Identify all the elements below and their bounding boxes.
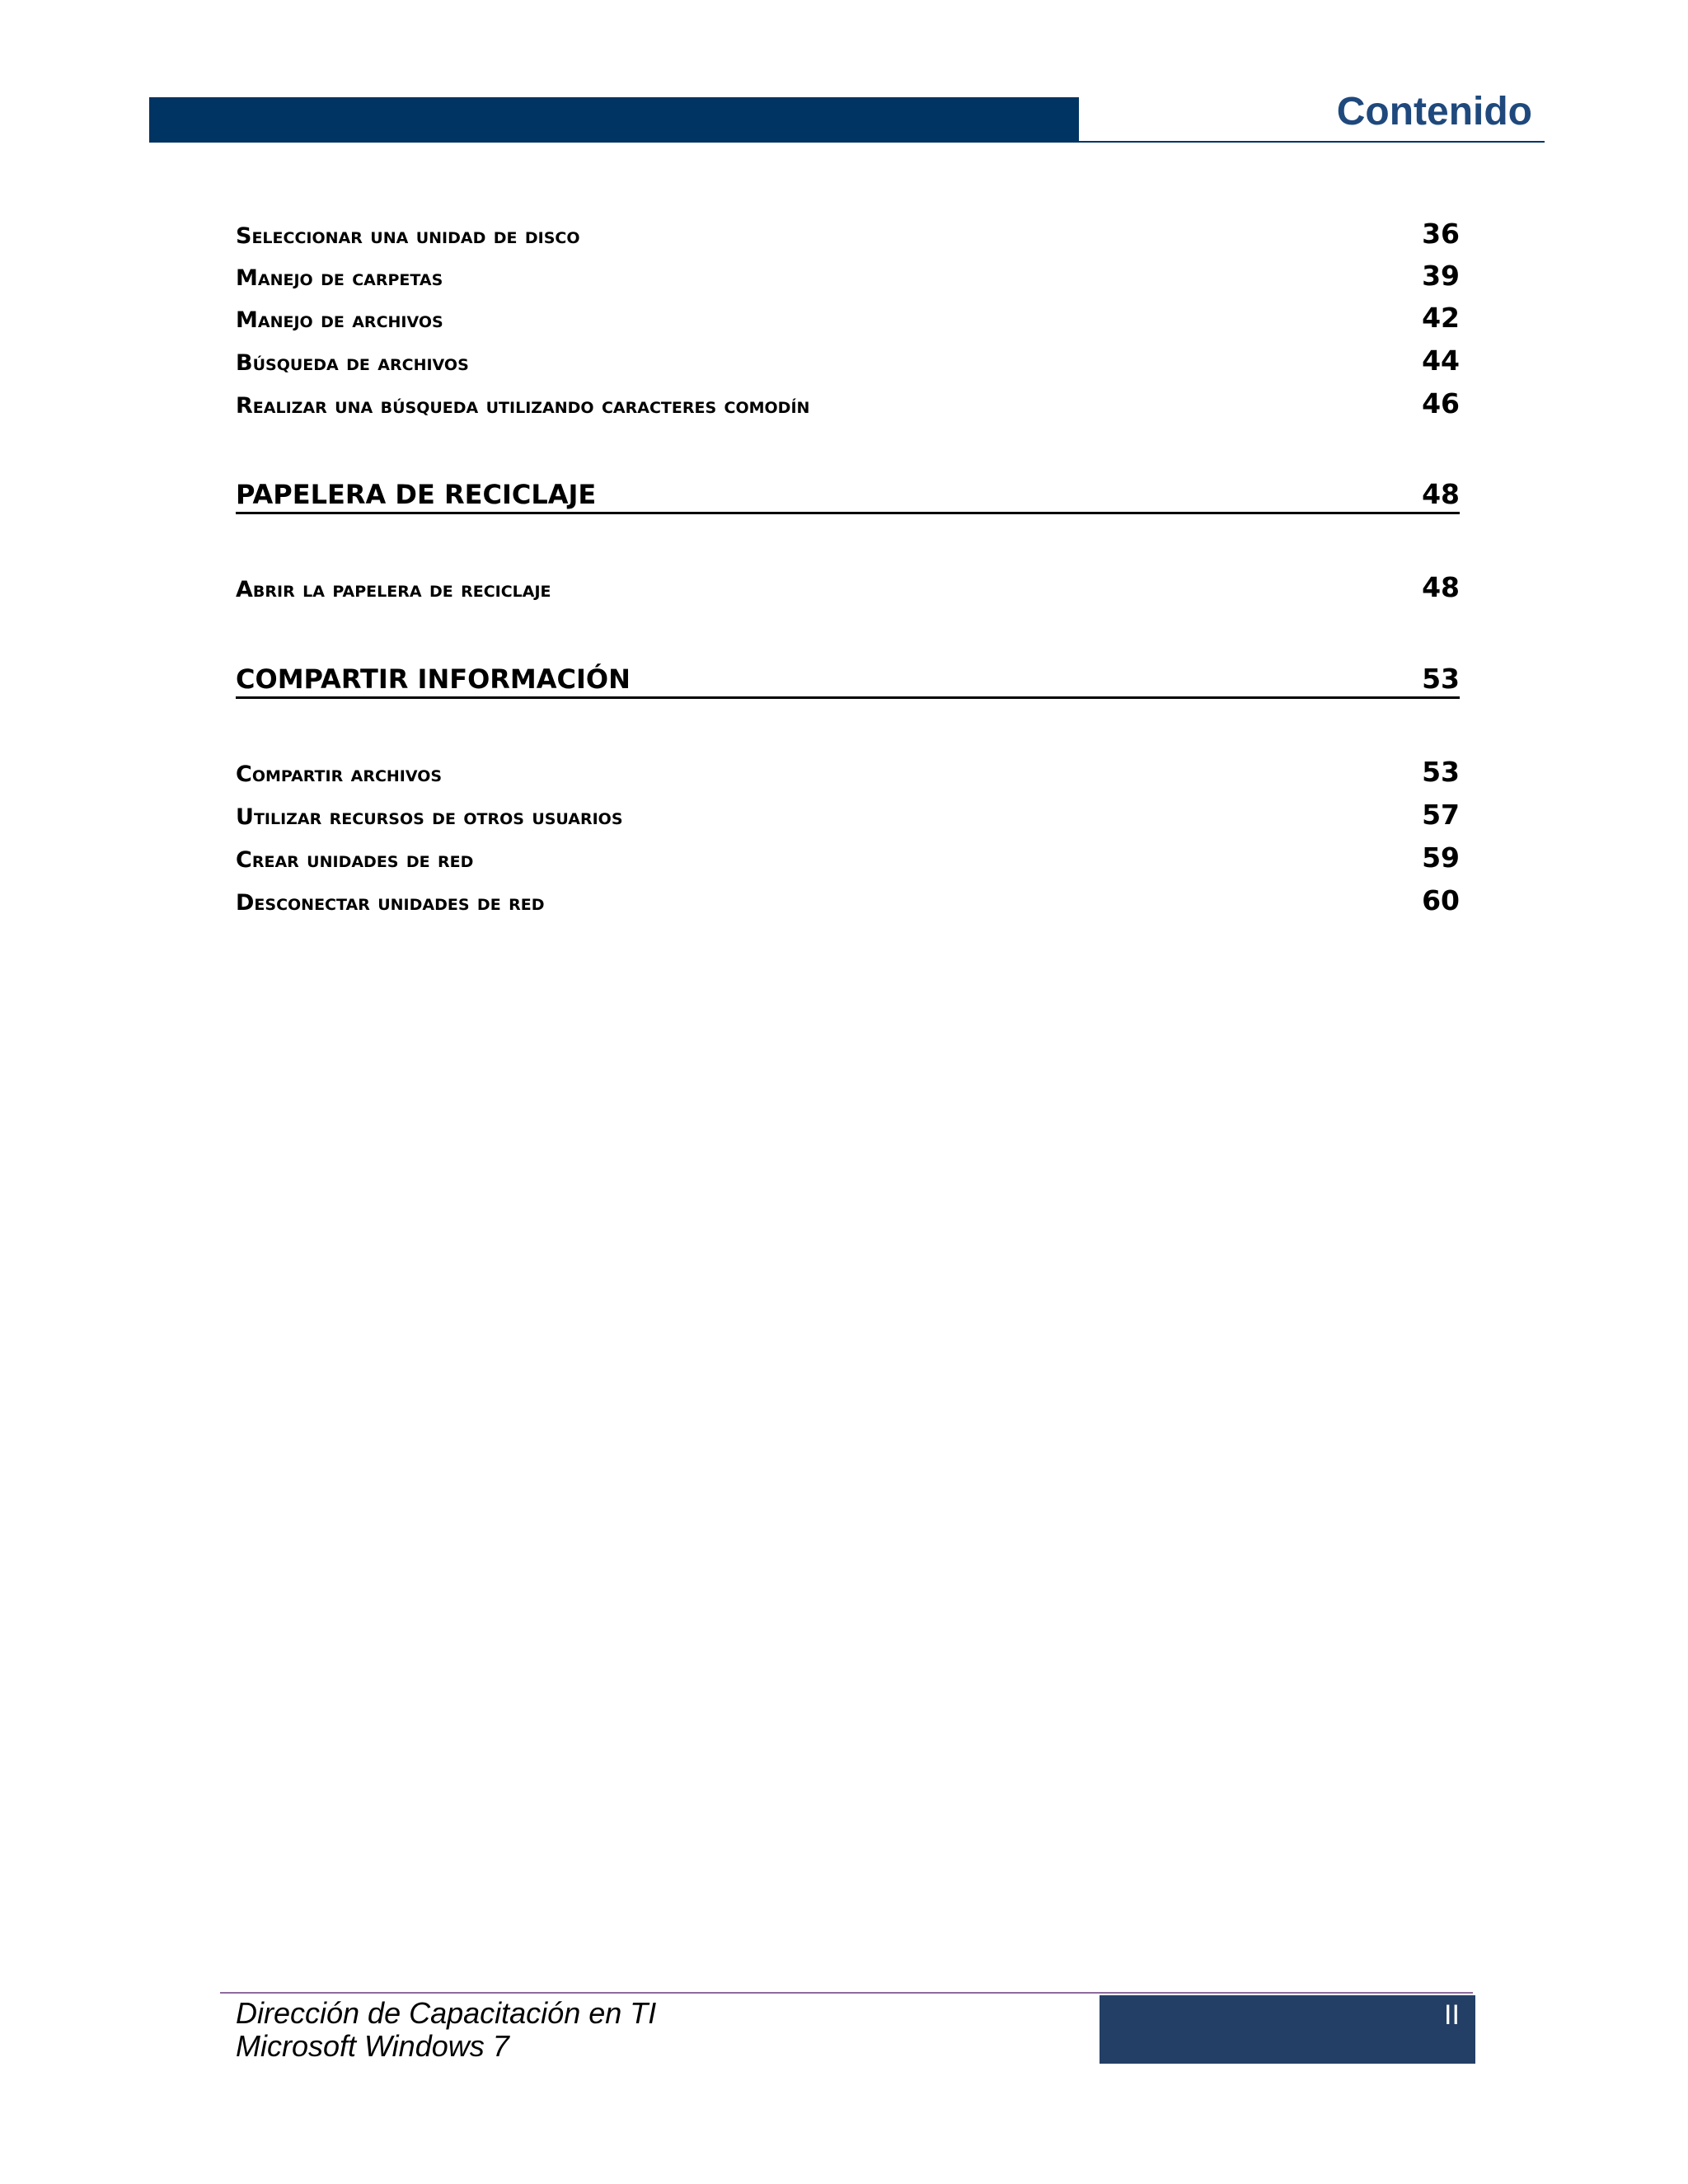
toc-entry[interactable] — [236, 571, 1460, 603]
toc-entry[interactable] — [236, 756, 1460, 788]
toc-entry[interactable] — [236, 799, 1460, 831]
toc-entry-page: 60 — [1422, 884, 1460, 916]
toc-entry-page: 36 — [1422, 218, 1460, 250]
page-number: II — [1444, 1999, 1460, 2031]
toc-entry-page: 44 — [1422, 344, 1460, 377]
toc-entry-label: Manejo de archivos — [236, 307, 443, 333]
toc-entry[interactable] — [236, 302, 1460, 334]
header-rule — [149, 141, 1545, 143]
toc-entry-label: Utilizar recursos de otros usuarios — [236, 804, 623, 830]
toc-entry-label: Desconectar unidades de red — [236, 890, 545, 916]
toc-entry-label: Seleccionar una unidad de disco — [236, 223, 580, 249]
toc-entry-page: 42 — [1422, 302, 1460, 334]
footer-course: Microsoft Windows 7 — [236, 2029, 509, 2063]
toc-entry[interactable] — [236, 841, 1460, 874]
header-bar — [149, 97, 1079, 143]
page-title: Contenido — [1336, 90, 1532, 134]
toc-entry-label: Abrir la papelera de reciclaje — [236, 577, 551, 602]
footer-organization: Dirección de Capacitación en TI — [236, 1996, 657, 2030]
toc-entry-label: Crear unidades de red — [236, 847, 474, 873]
footer-rule — [220, 1992, 1473, 1994]
toc-chapter-page: 48 — [1422, 478, 1460, 510]
toc-entry-page: 39 — [1422, 260, 1460, 292]
toc-entry-page: 46 — [1422, 387, 1460, 419]
toc-entry-label: Búsqueda de archivos — [236, 350, 469, 376]
toc-chapter-page: 53 — [1422, 663, 1460, 695]
toc-entry[interactable] — [236, 260, 1460, 292]
toc-entry[interactable] — [236, 218, 1460, 250]
toc-entry[interactable] — [236, 344, 1460, 377]
toc-entry-label: Realizar una búsqueda utilizando caracteres comodín — [236, 393, 810, 419]
toc-entry-page: 48 — [1422, 571, 1460, 603]
toc-chapter-label: COMPARTIR INFORMACIÓN — [236, 663, 631, 695]
toc-chapter[interactable] — [236, 478, 1460, 514]
toc-entry-page: 59 — [1422, 841, 1460, 874]
toc-entry[interactable] — [236, 884, 1460, 916]
toc-entry-label: Compartir archivos — [236, 762, 443, 787]
toc-chapter-label: PAPELERA DE RECICLAJE — [236, 479, 597, 510]
toc-chapter[interactable] — [236, 663, 1460, 699]
toc-entry-page: 53 — [1422, 756, 1460, 788]
toc-entry[interactable] — [236, 387, 1460, 419]
footer-box — [1100, 1995, 1475, 2064]
toc-entry-label: Manejo de carpetas — [236, 265, 443, 291]
toc-entry-page: 57 — [1422, 799, 1460, 831]
